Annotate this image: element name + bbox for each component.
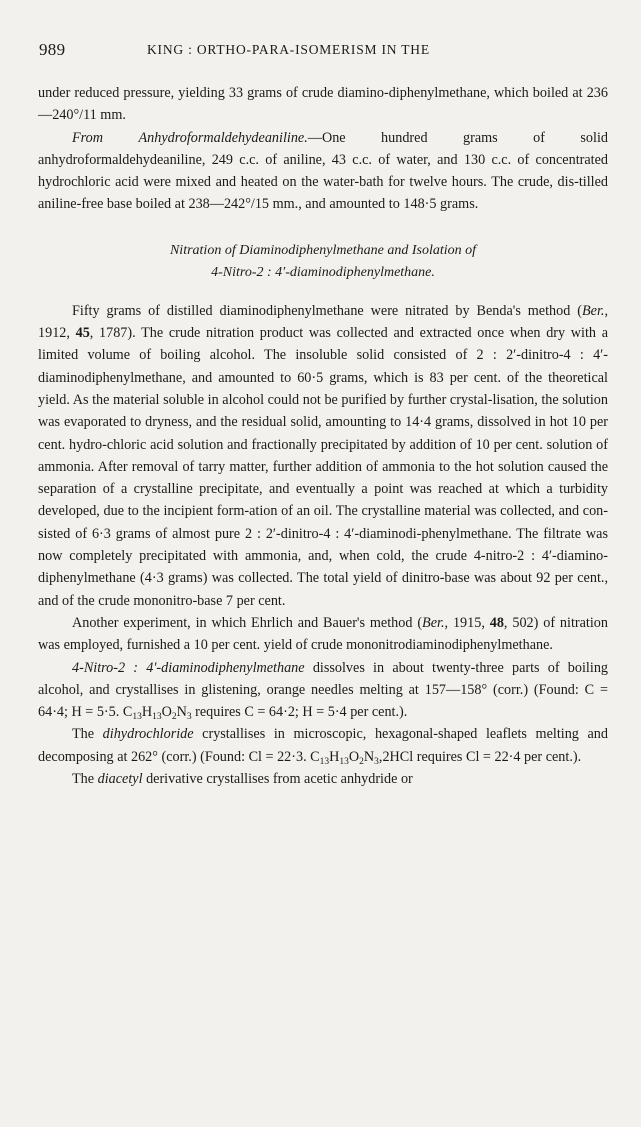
page-number: 989	[39, 40, 66, 59]
paragraph-another-experiment: Another experiment, in which Ehrlich and Bauer's method (Ber., 1915, 48, 502) of nitration was employed, furnished a 10 per cent. yield of crude mononitrodiaminodiphenylmethane.	[38, 614, 608, 654]
paragraph-nitration: Fifty grams of distilled diaminodiphenylmethane were nitrated by Benda's method (Ber., 1912, 45, 1787). The crude nitration product was collected and extracted once when dry with a limited volume of boiling alcohol. The insoluble solid consisted of 2 : 2′-dinitro-4 : 4′-diaminodiphenylmethane, and amounted to 60·5 grams, which is 83 per cent. of the theoretical yield. As the material soluble in alcohol could not be purified by further crystal-lisation, the solution was evaporated to dryness, and the residual solid, amounting to 14·4 grams, dissolved in hot 10 per cent. hydro-chloric acid solution and fractionally precipitated by addition of 10 per cent. solution of ammonia. After removal of tarry matter, further addition of ammonia to the hot solution caused the separation of a crystalline precipitate, and eventually a point was reached at which a turbidity developed, due to the incipient form-ation of an oil. The crystalline material was collected, and con-sisted of 6·3 grams of almost pure 2 : 2′-dinitro-4 : 4′-diaminodi-phenylmethane. The filtrate was now completely precipitated with ammonia, and, when cold, the crude 4-nitro-2 : 4′-diamino-diphenylmethane (4·3 grams) was collected. The total yield of dinitro-base was about 92 per cent., and of the crude mononitro-base 7 per cent.	[38, 302, 608, 609]
molecular-formula: $C_{13}H_{13}O_2N_3$	[122, 704, 192, 723]
compound-name: Anhydroformaldehydeaniline.	[138, 129, 308, 146]
section-heading	[38, 240, 608, 284]
paragraph-dihydrochloride: The dihydrochloride crystallises in microscopic, hexagonal-shaped leaflets melting and decomposing at 262° (corr.) (Found: Cl = 22·3. $C_{13}H_{13}O_2N_3,2HCl$ requires Cl = 22·4 per cent.).	[38, 726, 608, 767]
paragraph-from-anhydro: From Anhydroformaldehydeaniline.—One hundred grams of solid anhydroformaldehydeaniline, 249 c.c. of aniline, 43 c.c. of water, and 130 c.c. of concentrated hydrochloric acid were mixed and heated on the water-bath for twelve hours. The crude, dis-tilled aniline-free base boiled at 238—242°/15 mm., and amounted to 148·5 grams.	[38, 129, 609, 213]
paragraph-mononitro: 4-Nitro-2 : 4′-diaminodiphenylmethane dissolves in about twenty-three parts of boiling alcohol, and crystallises in glistening, orange needles melting at 157—158° (corr.) (Found: C = 64·4; H = 5·5. $C_{13}H_{13}O_2N_3$ requires C = 64·2; H = 5·4 per cent.).	[38, 659, 609, 723]
compound-name: diacetyl	[97, 771, 143, 788]
compound-name: 4-Nitro-2 : 4′-diaminodiphenylmethane	[72, 659, 305, 676]
compound-name: dihydrochloride	[102, 726, 194, 743]
running-title: KING : ORTHO-PARA-ISOMERISM IN THE	[147, 42, 430, 57]
paragraph-continued: under reduced pressure, yielding 33 grams of crude diamino-diphenylmethane, which boiled at 236—240°/11 mm.	[38, 85, 608, 124]
molecular-formula: $C_{13}H_{13}O_2N_3,2HCl$	[310, 748, 414, 767]
body-text	[38, 82, 608, 790]
page-header	[39, 40, 601, 66]
paragraph-diacetyl: The diacetyl derivative crystallises from acetic anhydride or	[72, 771, 413, 788]
section-heading-line-2: 4-Nitro-2 : 4′-diaminodiphenylmethane.	[211, 264, 435, 280]
section-heading-line-1: Nitration of Diaminodiphenylmethane and Isolation of	[169, 242, 477, 258]
